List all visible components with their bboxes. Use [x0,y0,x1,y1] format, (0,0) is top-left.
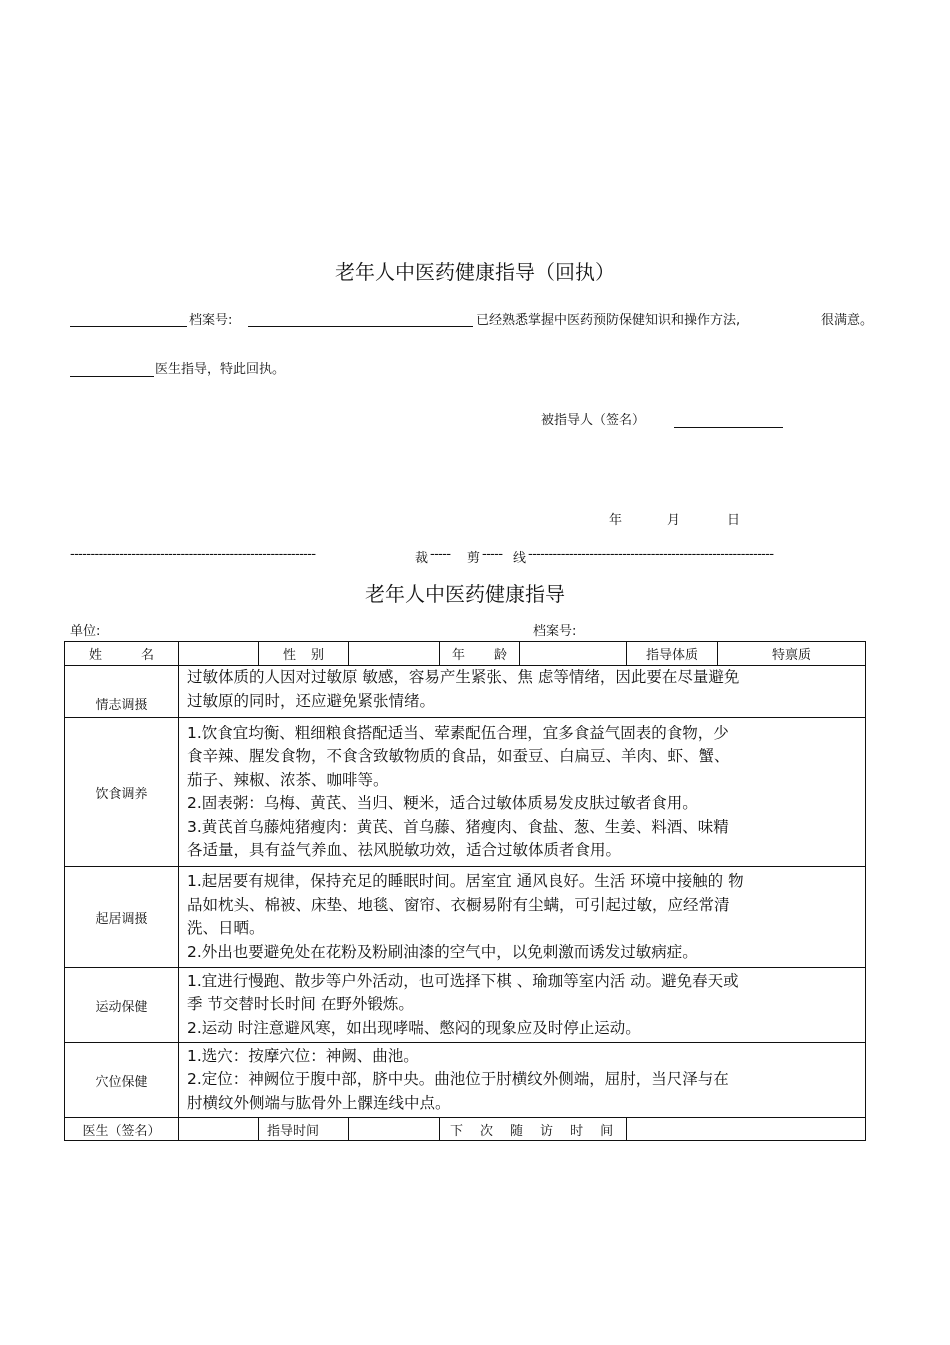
section-body [179,968,866,1043]
next-visit-cell[interactable] [627,1118,866,1141]
sex-value-cell[interactable] [349,642,440,666]
section-line: 食辛辣、腥发食物，不食含致敏物质的食品，如蚕豆、白扁豆、羊肉、虾、蟹、 [187,747,730,765]
section-label: 起居调摄 [65,867,179,968]
footer-row [65,1118,866,1141]
sex-label-cell [259,642,349,666]
cut-dashes-right: ------------------------------------------------------------ [528,547,774,562]
name-label-cell [65,642,179,666]
section-label: 运动保健 [65,968,179,1043]
receipt-file-no-label: 档案号: [189,313,233,328]
section-label: 情志调摄 [65,666,179,718]
sex-label-a: 性 [283,648,297,663]
section-row-diet [65,718,866,867]
section-line: 肘横纹外侧端与肱骨外上髁连线中点。 [187,1093,451,1112]
cut-dashes-mid: ----- [430,547,451,562]
next-visit-char: 下 [450,1123,464,1139]
name-label-b: 名 [140,648,154,663]
constitution-label: 指导体质 [627,642,718,666]
section-row-living [65,867,866,968]
doctor-guide-text: 医生指导，特此回执。 [155,362,286,377]
section-line: 1.饮食宜均衡、粗细粮食搭配适当、荤素配伍合理，宜多食益气固表的食物，少 [187,723,729,742]
section-line: 品如枕头、棉被、床垫、地毯、窗帘、衣橱易附有尘螨，可引起过敏，应经常清 [187,895,730,914]
cut-dashes-left: ------------------------------------------------------------ [70,547,316,562]
receipt-title: 老年人中医药健康指导（回执） [335,260,615,284]
next-visit-char: 间 [600,1123,614,1139]
age-label-a: 年 [452,648,466,663]
age-label-cell [440,642,520,666]
header-row [65,642,866,666]
cut-char-3: 线 [513,551,527,566]
section-body [179,718,866,867]
constitution-value: 特禀质 [718,642,866,666]
next-visit-label [440,1118,627,1141]
section-line: 过敏体质的人因对过敏原 敏感，容易产生紧张、焦 虑等情绪，因此要在尽量避免 [187,668,740,686]
date-day: 日 [727,513,741,528]
section-label: 饮食调养 [65,718,179,867]
section-line: 1.起居要有规律，保持充足的睡眠时间。居室宜 通风良好。生活 环境中接触的 物 [187,872,744,890]
next-visit-char: 时 [570,1123,584,1139]
cut-char-1: 裁 [415,551,429,566]
section-label: 穴位保健 [65,1043,179,1118]
section-row-emotion [65,666,866,718]
section-body [179,867,866,968]
doctor-name-blank[interactable] [70,376,154,377]
name-label-a: 姓 [89,648,103,663]
section-line: 2.固表粥：乌梅、黄芪、当归、粳米，适合过敏体质易发皮肤过敏者食用。 [187,794,698,812]
guide-title: 老年人中医药健康指导 [365,582,565,606]
section-line: 过敏原的同时，还应避免紧张情绪。 [187,691,436,710]
guide-time-cell[interactable] [349,1118,440,1141]
name-blank[interactable] [70,326,187,327]
mastered-text: 已经熟悉掌握中医药预防保健知识和操作方法, [476,313,741,328]
satisfied-text: 很满意。 [821,313,874,328]
section-line: 洗、日晒。 [187,919,265,937]
section-line: 3.黄芪首乌藤炖猪瘦肉：黄芪、首乌藤、猪瘦肉、食盐、葱、生姜、料酒、味精 [187,817,729,836]
section-row-exercise [65,968,866,1043]
guide-time-label: 指导时间 [259,1118,349,1141]
section-row-acupoint [65,1043,866,1118]
name-value-cell[interactable] [179,642,259,666]
section-line: 2.运动 时注意避风寒，如出现哮喘、憋闷的现象应及时停止运动。 [187,1018,641,1037]
file-no-blank[interactable] [248,326,473,327]
section-line: 1.选穴：按摩穴位：神阙、曲池。 [187,1046,419,1065]
date-month: 月 [667,513,681,528]
doctor-signature-label: 医生（签名） [65,1118,179,1141]
section-line: 2.定位：神阙位于腹中部，脐中央。曲池位于肘横纹外侧端，屈肘，当尺泽与在 [187,1070,729,1089]
section-line: 茄子、辣椒、浓茶、咖啡等。 [187,770,389,789]
cut-char-2: 剪 [467,551,481,566]
signature-blank[interactable] [674,427,783,428]
guide-file-no-label: 档案号: [533,624,577,639]
section-line: 2.外出也要避免处在花粉及粉刷油漆的空气中，以免刺激而诱发过敏病症。 [187,942,698,961]
age-label-b: 龄 [493,648,507,663]
section-line: 季 节交替时长时间 在野外锻炼。 [187,995,414,1014]
next-visit-char: 随 [510,1123,524,1139]
signee-label: 被指导人（签名） [541,413,646,428]
sex-label-b: 别 [310,648,324,663]
unit-label: 单位: [70,624,101,639]
section-body [179,1043,866,1118]
section-body [179,666,866,718]
guide-table [64,641,866,1141]
section-line: 1.宜进行慢跑、散步等户外活动，也可选择下棋 、瑜珈等室内活 动。避免春天或 [187,971,739,990]
age-value-cell[interactable] [520,642,627,666]
next-visit-char: 访 [540,1123,554,1139]
section-line: 各适量，具有益气养血、祛风脱敏功效，适合过敏体质者食用。 [187,841,622,859]
doctor-signature-cell[interactable] [179,1118,259,1141]
cut-dashes-mid-2: ----- [482,547,503,562]
date-year: 年 [609,513,623,528]
next-visit-char: 次 [480,1123,494,1139]
